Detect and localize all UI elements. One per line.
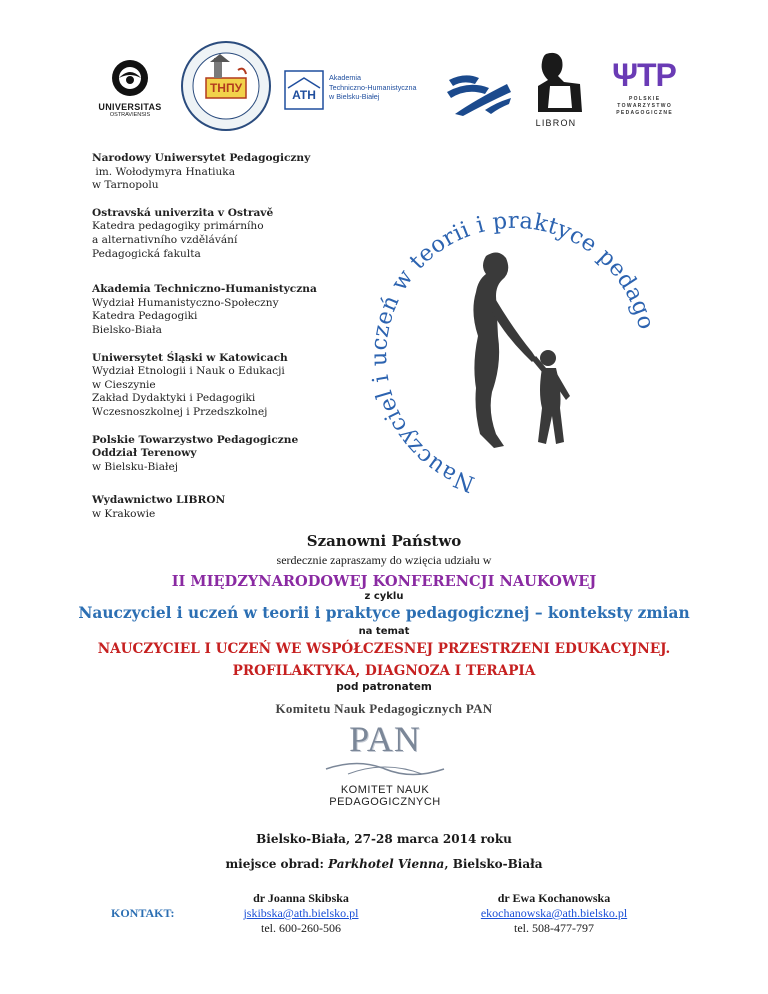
organizer-name: Uniwersytet Śląski w Katowicach [92, 351, 288, 364]
ostrava-logo-name: UNIVERSITAS [98, 102, 162, 112]
circle-emblem [346, 196, 676, 496]
conference-title: II MIĘDZYNARODOWEJ KONFERENCJI NAUKOWEJ [171, 573, 597, 590]
topic-label: na temat [358, 626, 410, 637]
contact-phone: tel. 508-477-797 [514, 921, 594, 935]
ptp-text-line: P O L S K I E [628, 96, 660, 102]
logo-ptp [603, 58, 685, 120]
organizer-name: Polskie Towarzystwo Pedagogiczne [92, 433, 299, 446]
organizer-line: w Bielsku-Białej [92, 460, 179, 473]
topic-line-2: PROFILAKTYKA, DIAGNOZA I TERAPIA [232, 663, 536, 679]
organizer-block [92, 283, 342, 337]
libron-logo-text: LIBRON [535, 118, 577, 128]
organizer-block [92, 152, 342, 193]
organizer-line: Zakład Dydaktyki i Pedagogiki [92, 392, 256, 405]
pan-logo-mark: PAN [349, 719, 421, 759]
pan-logo-line-2: PEDAGOGICZNYCH [329, 796, 441, 808]
ath-text-line: Techniczno-Humanistyczna [329, 82, 417, 92]
organizer-block [92, 207, 342, 261]
ptp-text-line: T O W A R Z Y S T W O [617, 103, 671, 109]
pan-logo [318, 720, 452, 816]
circle-text: Nauczyciel i uczeń w teorii i praktyce pedago [366, 207, 660, 496]
cycle-label: z cyklu [364, 591, 404, 602]
teacher-child-silhouette-icon [473, 252, 570, 448]
organizer-line: Wydział Humanistyczno-Społeczny [92, 296, 279, 309]
logo-libron [524, 50, 588, 130]
cycle-title: Nauczyciel i uczeń w teorii i praktyce pedagogicznej – konteksty zmian [78, 604, 690, 622]
silesia-swoosh-icon [445, 70, 515, 118]
contact-phone: tel. 600-260-506 [261, 921, 341, 935]
patron-label: pod patronatem [336, 681, 432, 693]
organizer-line: Katedra pedagogiky primárního [92, 220, 264, 233]
contact-name: dr Joanna Skibska [253, 891, 349, 905]
greeting: Szanowni Państwo [306, 532, 462, 550]
organizer-line: w Tarnopolu [92, 179, 159, 192]
organizer-line: Wczesnoszkolnej i Przedszkolnej [92, 405, 268, 418]
ptp-mark: ΨTP [612, 57, 676, 93]
organizer-block [92, 494, 342, 521]
venue-name: Parkhotel Vienna [328, 857, 445, 871]
ptp-text-line: P E D A G O G I C Z N E [616, 110, 672, 116]
ostrava-emblem-icon [92, 58, 168, 98]
ostrava-logo-sub: OSTRAVIENSIS [109, 112, 151, 118]
ath-text-line: w Bielsku-Białej [329, 92, 380, 101]
organizer-line: Wydział Etnologii i Nauk o Edukacji [92, 365, 285, 378]
patron-name: Komitetu Nauk Pedagogicznych PAN [275, 701, 493, 716]
contact-person [216, 891, 386, 936]
logo-tniiu [180, 40, 272, 132]
organizer-line: Katedra Pedagogiki [92, 310, 198, 323]
contact-person [459, 891, 649, 936]
organizer-name: Ostravská univerzita v Ostravě [92, 206, 274, 219]
organizer-name: Narodowy Uniwersytet Pedagogiczny [92, 152, 311, 164]
organizer-line: im. Wołodymyra Hnatiuka [92, 165, 236, 178]
organizer-line: w Cieszynie [92, 378, 156, 391]
venue-label: miejsce obrad: [225, 857, 329, 871]
libron-silhouette-icon [524, 50, 588, 116]
organizer-name: Akademia Techniczno-Humanistyczna [92, 283, 317, 296]
organizer-name-2: Oddział Terenowy [92, 447, 197, 460]
invite-line: serdecznie zapraszamy do wzięcia udziału w [276, 553, 492, 567]
contact-email-link[interactable]: ekochanowska@ath.bielsko.pl [480, 906, 628, 920]
organizer-block [92, 434, 342, 475]
topic-line-1: NAUCZYCIEL I UCZEŃ WE WSPÓŁCZESNEJ PRZESTRZENI EDUKACYJNEJ. [97, 641, 671, 657]
venue-city: , Bielsko-Biała [444, 857, 543, 871]
ath-mark-text: ATH [292, 88, 316, 102]
contact-email-link[interactable]: jskibska@ath.bielsko.pl [243, 906, 359, 920]
tniiu-text: ТНПУ [209, 81, 243, 95]
pan-ornament-icon [318, 758, 452, 780]
organizers-list [92, 152, 342, 535]
organizer-name: Wydawnictwo LIBRON [92, 494, 226, 507]
contact-name: dr Ewa Kochanowska [497, 891, 611, 905]
logo-ostrava [92, 58, 168, 122]
pan-logo-line-1: KOMITET NAUK [340, 784, 430, 796]
contact-label: KONTAKT: [111, 906, 175, 920]
logo-silesia [445, 70, 515, 118]
organizer-line: Pedagogická fakulta [92, 247, 201, 260]
organizer-block [92, 352, 342, 420]
organizer-line: a alternativního vzdělávání [92, 233, 238, 246]
logo-ath [284, 70, 434, 114]
organizer-line: w Krakowie [92, 507, 156, 520]
place-date: Bielsko-Biała, 27-28 marca 2014 roku [256, 832, 512, 846]
organizer-line: Bielsko-Biała [92, 323, 162, 336]
venue-line [0, 857, 768, 871]
ath-text-line: Akademia [329, 73, 361, 82]
